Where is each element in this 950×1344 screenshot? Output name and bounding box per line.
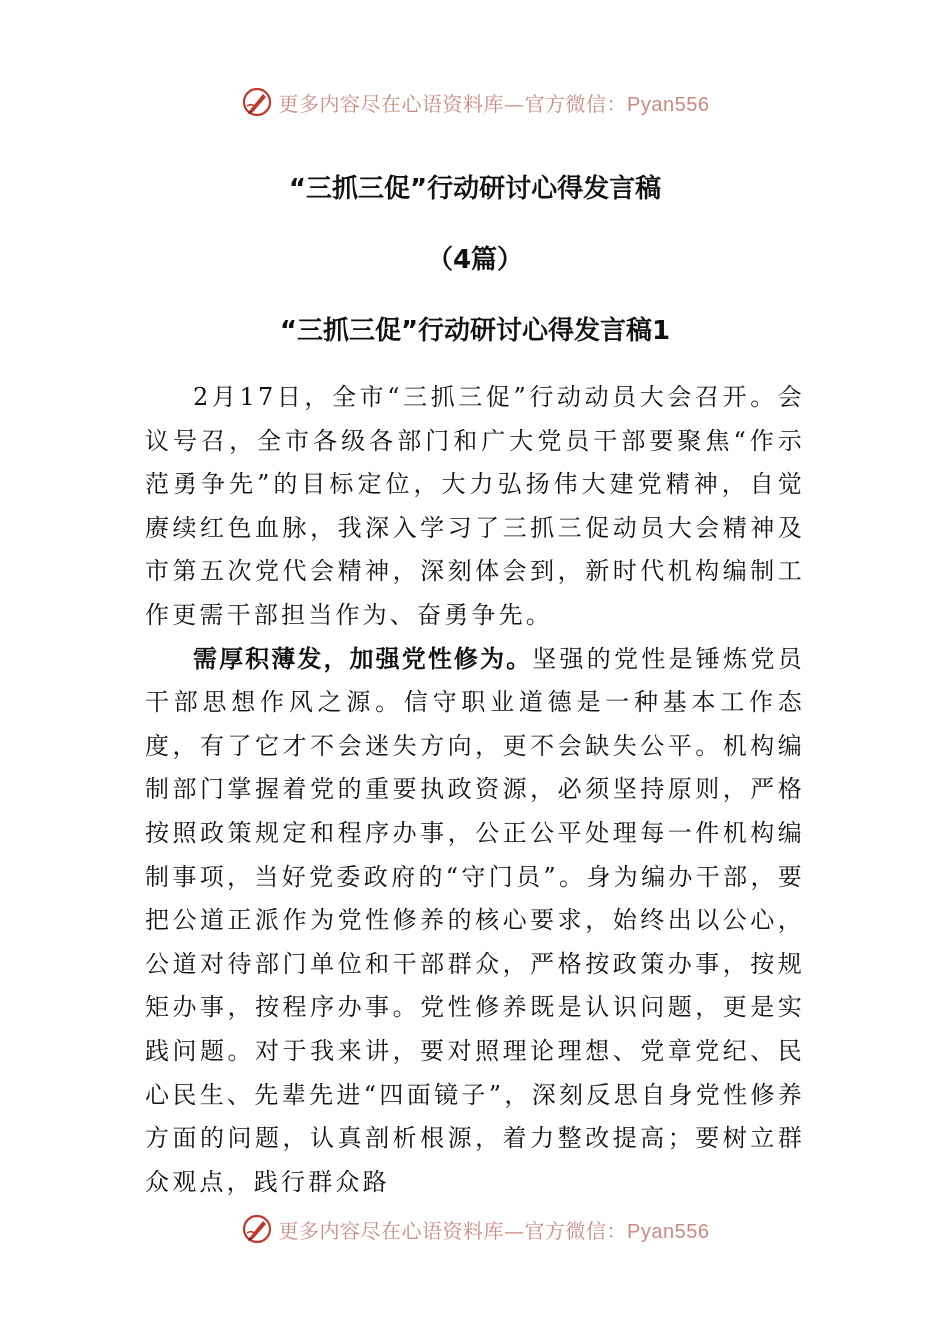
wechat-id: Pyan556 <box>627 1220 710 1243</box>
wechat-id: Pyan556 <box>627 93 710 116</box>
section-subtitle: “三抓三促”行动研讨心得发言稿1 <box>279 316 671 346</box>
banner-text: 更多内容尽在心语资料库—官方微信：Pyan556 <box>278 91 710 116</box>
paragraph-2-lead: 需厚积薄发，加强党性修为。 <box>193 644 533 673</box>
document-title: “三抓三促”行动研讨心得发言稿 <box>288 174 662 204</box>
pen-logo-icon <box>241 1213 273 1245</box>
paragraph-2 <box>145 638 805 1205</box>
document-count: （4篇） <box>426 245 524 275</box>
paragraph-2-body: 坚强的党性是锤炼党员干部思想作风之源。信守职业道德是一种基本工作态度，有了它才不会迷失方向，更不会缺失公平。机构编制部门掌握着党的重要执政资源，必须坚持原则，严格按照政策规定和程序办事，公正公平处理每一件机构编制事项，当好党委政府的“守门员”。身为编办干部，要把公道正派作为党性修养的核心要求，始终出以公心，公道对待部门单位和干部群众，严格按政策办事，按规矩办事，按程序办事。党性修养既是认识问题，更是实践问题。对于我来讲，要对照理论理想、党章党纪、民心民生、先辈先进“四面镜子”，深刻反思自身党性修养方面的问题，认真剖析根源，着力整改提高；要树立群众观点，践行群众路 <box>145 644 806 1196</box>
paragraph-1: 2月17日，全市“三抓三促”行动动员大会召开。会议号召，全市各级各部门和广大党员干部要聚焦“作示范勇争先”的目标定位，大力弘扬伟大建党精神，自觉赓续红色血脉，我深入学习了三抓三促动员大会精神及市第五次党代会精神，深刻体会到，新时代机构编制工作更需干部担当作为、奋勇争先。 <box>145 383 805 629</box>
pen-logo-icon <box>241 86 273 118</box>
footer-banner <box>0 1209 950 1249</box>
header-banner <box>0 82 950 122</box>
banner-text: 更多内容尽在心语资料库—官方微信：Pyan556 <box>278 1218 710 1243</box>
document-body <box>145 376 805 1204</box>
